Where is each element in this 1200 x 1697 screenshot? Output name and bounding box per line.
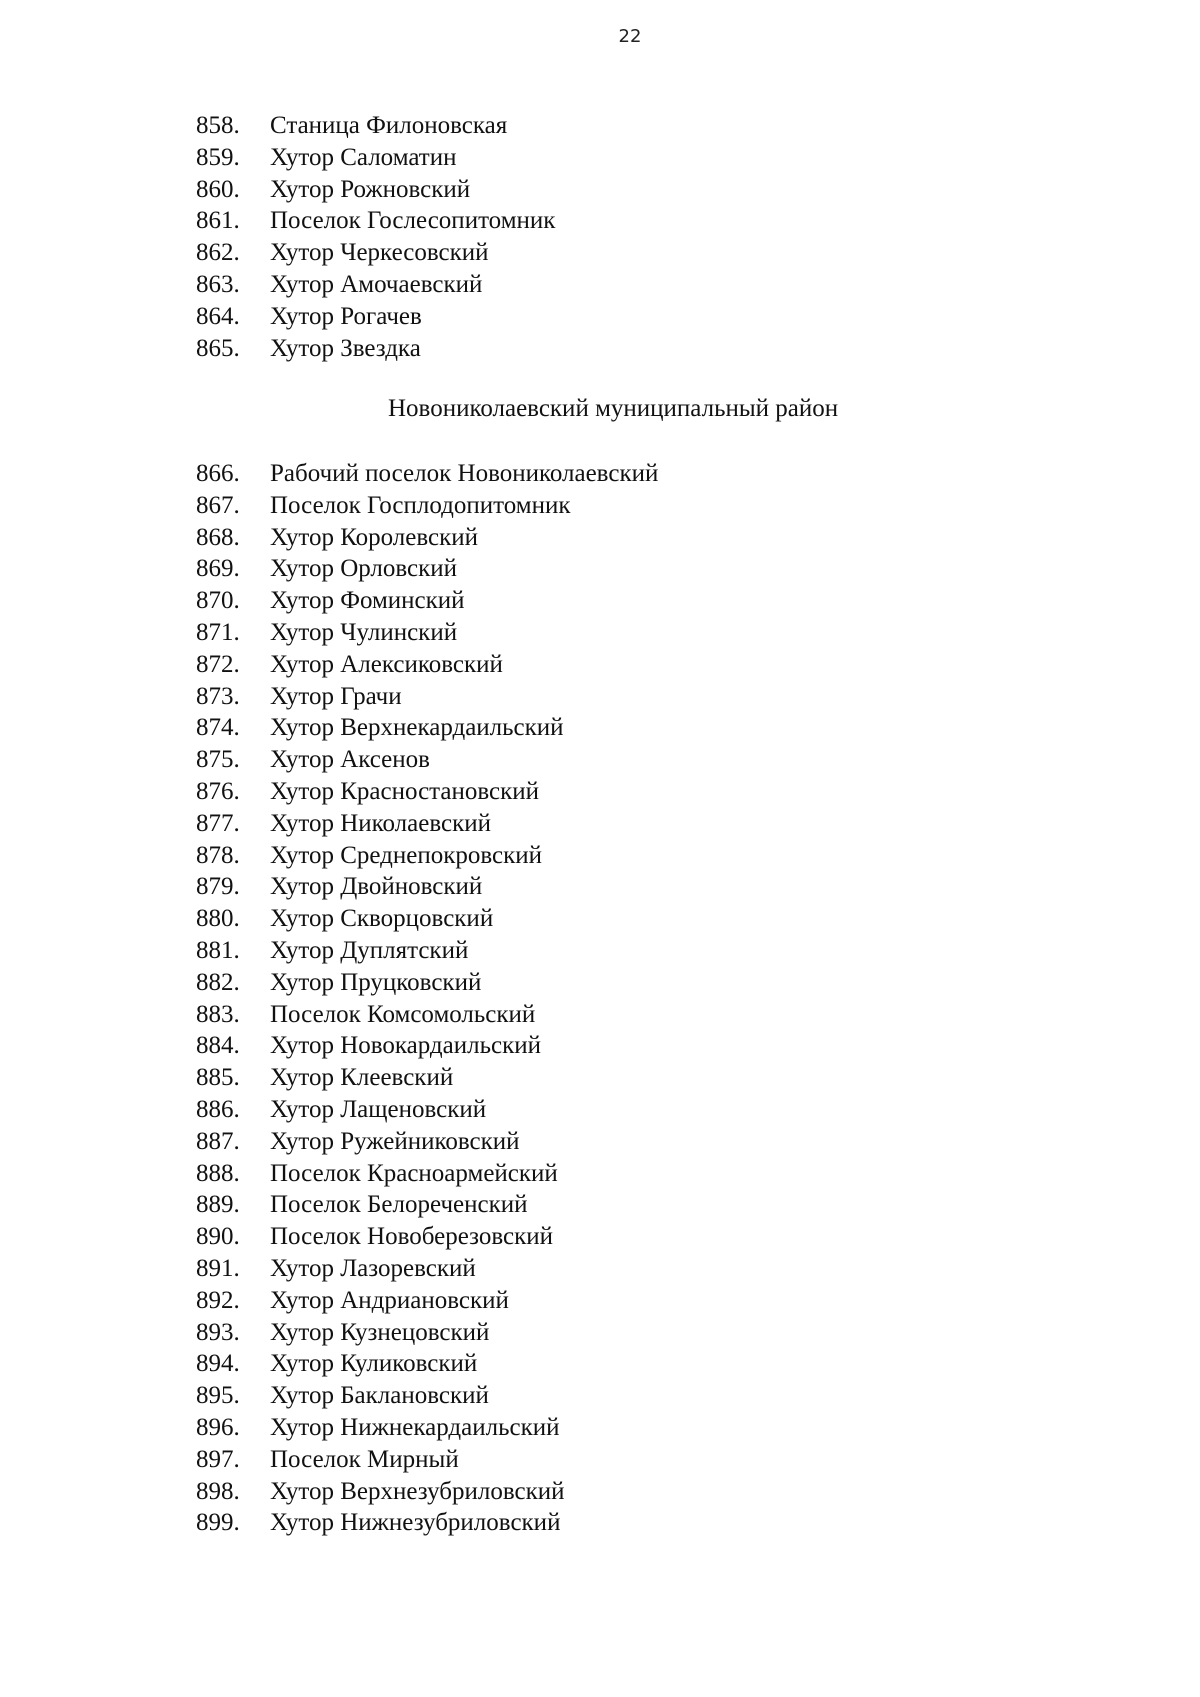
- list-item: [196, 490, 658, 522]
- settlement-name: Хутор Амочаевский: [270, 270, 483, 298]
- item-number: 875.: [196, 746, 240, 774]
- item-number: 888.: [196, 1159, 240, 1187]
- list-item: [196, 776, 658, 808]
- item-number: 876.: [196, 777, 240, 805]
- item-number: 873.: [196, 682, 240, 710]
- item-number: 879.: [196, 873, 240, 901]
- settlement-name: Хутор Двойновский: [270, 873, 483, 901]
- list-item: [196, 1285, 658, 1317]
- list-item: [196, 712, 658, 744]
- settlement-name: Хутор Рожновский: [270, 175, 471, 203]
- settlement-list-top: [196, 110, 555, 364]
- settlement-name: Поселок Комсомольский: [270, 1000, 536, 1028]
- settlement-name: Хутор Королевский: [270, 523, 479, 551]
- settlement-name: Станица Филоновская: [270, 112, 508, 139]
- item-number: 896.: [196, 1413, 240, 1441]
- item-number: 872.: [196, 650, 240, 678]
- settlement-name: Хутор Фоминский: [270, 587, 465, 615]
- item-number: 890.: [196, 1223, 240, 1251]
- item-number: 862.: [196, 239, 240, 267]
- list-item: [196, 935, 658, 967]
- settlement-name: Хутор Дуплятский: [270, 936, 469, 964]
- list-item: [196, 744, 658, 776]
- list-item: [196, 1030, 658, 1062]
- settlement-name: Хутор Пруцковский: [270, 968, 482, 996]
- list-item: [196, 808, 658, 840]
- list-item: [196, 840, 658, 872]
- list-item: [196, 1444, 658, 1476]
- item-number: 867.: [196, 491, 240, 519]
- settlement-name: Хутор Саломатин: [270, 143, 457, 171]
- item-number: 869.: [196, 555, 240, 583]
- list-item: [196, 142, 555, 174]
- settlement-name: Поселок Мирный: [270, 1445, 459, 1473]
- settlement-name: Хутор Чулинский: [270, 618, 458, 646]
- item-number: 878.: [196, 841, 240, 869]
- list-item: [196, 1380, 658, 1412]
- list-item: [196, 458, 658, 490]
- settlement-name: Хутор Верхнекардаильский: [270, 714, 564, 742]
- list-item: [196, 1221, 658, 1253]
- list-item: [196, 1062, 658, 1094]
- item-number: 860.: [196, 175, 240, 203]
- item-number: 881.: [196, 936, 240, 964]
- list-item: [196, 237, 555, 269]
- item-number: 871.: [196, 618, 240, 646]
- settlement-name: Хутор Кузнецовский: [270, 1318, 490, 1346]
- settlement-name: Хутор Клеевский: [270, 1064, 454, 1092]
- settlement-name: Хутор Орловский: [270, 555, 458, 583]
- list-item: [196, 681, 658, 713]
- settlement-name: Хутор Верхнезубриловский: [270, 1477, 565, 1505]
- list-item: [196, 1476, 658, 1508]
- list-item: [196, 522, 658, 554]
- settlement-name: Поселок Новоберезовский: [270, 1223, 554, 1251]
- item-number: 865.: [196, 334, 240, 362]
- item-number: 891.: [196, 1254, 240, 1282]
- settlement-name: Хутор Скворцовский: [270, 905, 494, 933]
- list-item: [196, 174, 555, 206]
- list-item: [196, 967, 658, 999]
- item-number: 874.: [196, 714, 240, 742]
- item-number: 870.: [196, 587, 240, 615]
- list-item: [196, 871, 658, 903]
- item-number: 886.: [196, 1095, 240, 1123]
- list-item: [196, 1094, 658, 1126]
- settlement-name: Хутор Нижнезубриловский: [270, 1509, 561, 1537]
- list-item: [196, 1189, 658, 1221]
- item-number: 882.: [196, 968, 240, 996]
- item-number: 884.: [196, 1032, 240, 1060]
- settlement-name: Хутор Рогачев: [270, 302, 422, 330]
- settlement-name: Хутор Грачи: [270, 682, 402, 710]
- settlement-name: Рабочий поселок Новониколаевский: [270, 460, 659, 487]
- list-item: [196, 205, 555, 237]
- item-number: 895.: [196, 1382, 240, 1410]
- page-number: 22: [618, 26, 642, 47]
- list-item: [196, 1126, 658, 1158]
- settlement-name: Поселок Белореченский: [270, 1191, 528, 1219]
- settlement-name: Хутор Нижнекардаильский: [270, 1413, 560, 1441]
- list-item: [196, 1317, 658, 1349]
- item-number: 894.: [196, 1350, 240, 1378]
- settlement-list-bottom: [196, 458, 658, 1539]
- settlement-name: Поселок Госплодопитомник: [270, 491, 571, 519]
- item-number: 892.: [196, 1286, 240, 1314]
- settlement-name: Хутор Новокардаильский: [270, 1032, 541, 1060]
- list-item: [196, 585, 658, 617]
- settlement-name: Хутор Лазоревский: [270, 1254, 476, 1282]
- list-item: [196, 333, 555, 365]
- settlement-name: Хутор Аксенов: [270, 746, 430, 774]
- settlement-name: Хутор Ружейниковский: [270, 1127, 520, 1155]
- list-item: [196, 903, 658, 935]
- settlement-name: Хутор Андриановский: [270, 1286, 509, 1314]
- settlement-name: Хутор Николаевский: [270, 809, 492, 837]
- item-number: 861.: [196, 207, 240, 235]
- settlement-name: Хутор Среднепокровский: [270, 841, 543, 869]
- settlement-name: Хутор Красностановский: [270, 777, 540, 805]
- settlement-name: Хутор Звездка: [270, 334, 421, 362]
- item-number: 899.: [196, 1509, 240, 1537]
- settlement-name: Поселок Гослесопитомник: [270, 207, 556, 235]
- list-item: [196, 1158, 658, 1190]
- item-number: 868.: [196, 523, 240, 551]
- item-number: 897.: [196, 1445, 240, 1473]
- list-item: [196, 110, 555, 142]
- item-number: 885.: [196, 1064, 240, 1092]
- item-number: 887.: [196, 1127, 240, 1155]
- list-item: [196, 1253, 658, 1285]
- item-number: 883.: [196, 1000, 240, 1028]
- item-number: 864.: [196, 302, 240, 330]
- settlement-name: Поселок Красноармейский: [270, 1159, 558, 1187]
- list-item: [196, 617, 658, 649]
- list-item: [196, 301, 555, 333]
- item-number: 863.: [196, 270, 240, 298]
- settlement-name: Хутор Куликовский: [270, 1350, 478, 1378]
- list-item: [196, 1348, 658, 1380]
- settlement-name: Хутор Лащеновский: [270, 1095, 487, 1123]
- item-number: 889.: [196, 1191, 240, 1219]
- list-item: [196, 999, 658, 1031]
- item-number: 893.: [196, 1318, 240, 1346]
- section-heading: Новониколаевский муниципальный район: [388, 395, 839, 422]
- settlement-name: Хутор Черкесовский: [270, 239, 489, 267]
- item-number: 877.: [196, 809, 240, 837]
- list-item: [196, 649, 658, 681]
- list-item: [196, 1507, 658, 1539]
- item-number: 866.: [196, 460, 240, 487]
- settlement-name: Хутор Баклановский: [270, 1382, 489, 1410]
- list-item: [196, 553, 658, 585]
- item-number: 859.: [196, 143, 240, 171]
- item-number: 880.: [196, 905, 240, 933]
- item-number: 898.: [196, 1477, 240, 1505]
- list-item: [196, 269, 555, 301]
- list-item: [196, 1412, 658, 1444]
- settlement-name: Хутор Алексиковский: [270, 650, 503, 678]
- item-number: 858.: [196, 112, 240, 139]
